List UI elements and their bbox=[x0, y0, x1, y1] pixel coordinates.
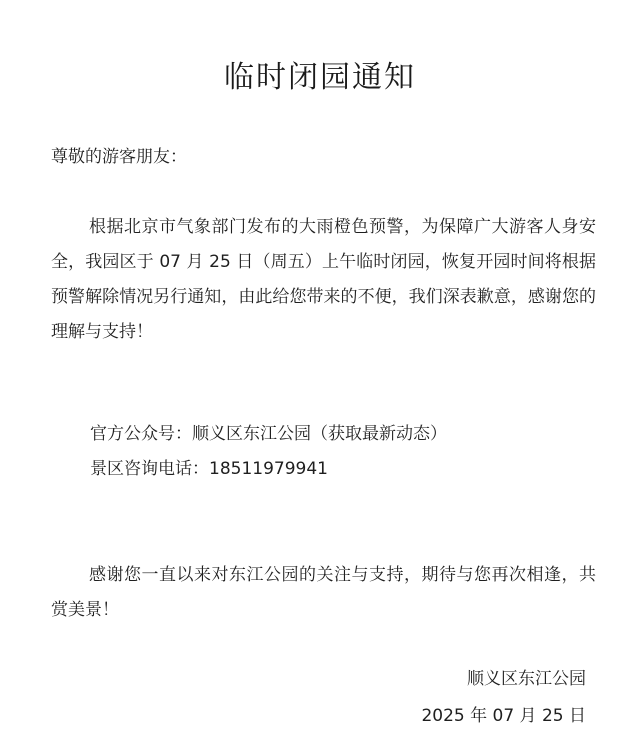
notice-paragraph-main: 根据北京市气象部门发布的大雨橙色预警，为保障广大游客人身安全，我园区于 07 月 25 日（周五）上午临时闭园，恢复开园时间将根据预警解除情况另行通知，由此给您带来的不便，我们深表歉意，感谢您的理解与支持！ bbox=[51, 217, 596, 342]
phone-line: 景区咨询电话：18511979941 bbox=[90, 459, 328, 479]
notice-title: 临时闭园通知 bbox=[224, 60, 416, 95]
greeting: 尊敬的游客朋友： bbox=[51, 147, 187, 167]
signature-date: 2025 年 07 月 25 日 bbox=[421, 706, 586, 726]
official-account-line: 官方公众号：顺义区东江公园（获取最新动态） bbox=[90, 424, 447, 444]
closing-paragraph: 感谢您一直以来对东江公园的关注与支持，期待与您再次相逢，共赏美景！ bbox=[51, 565, 596, 620]
signature-organization: 顺义区东江公园 bbox=[467, 669, 586, 689]
